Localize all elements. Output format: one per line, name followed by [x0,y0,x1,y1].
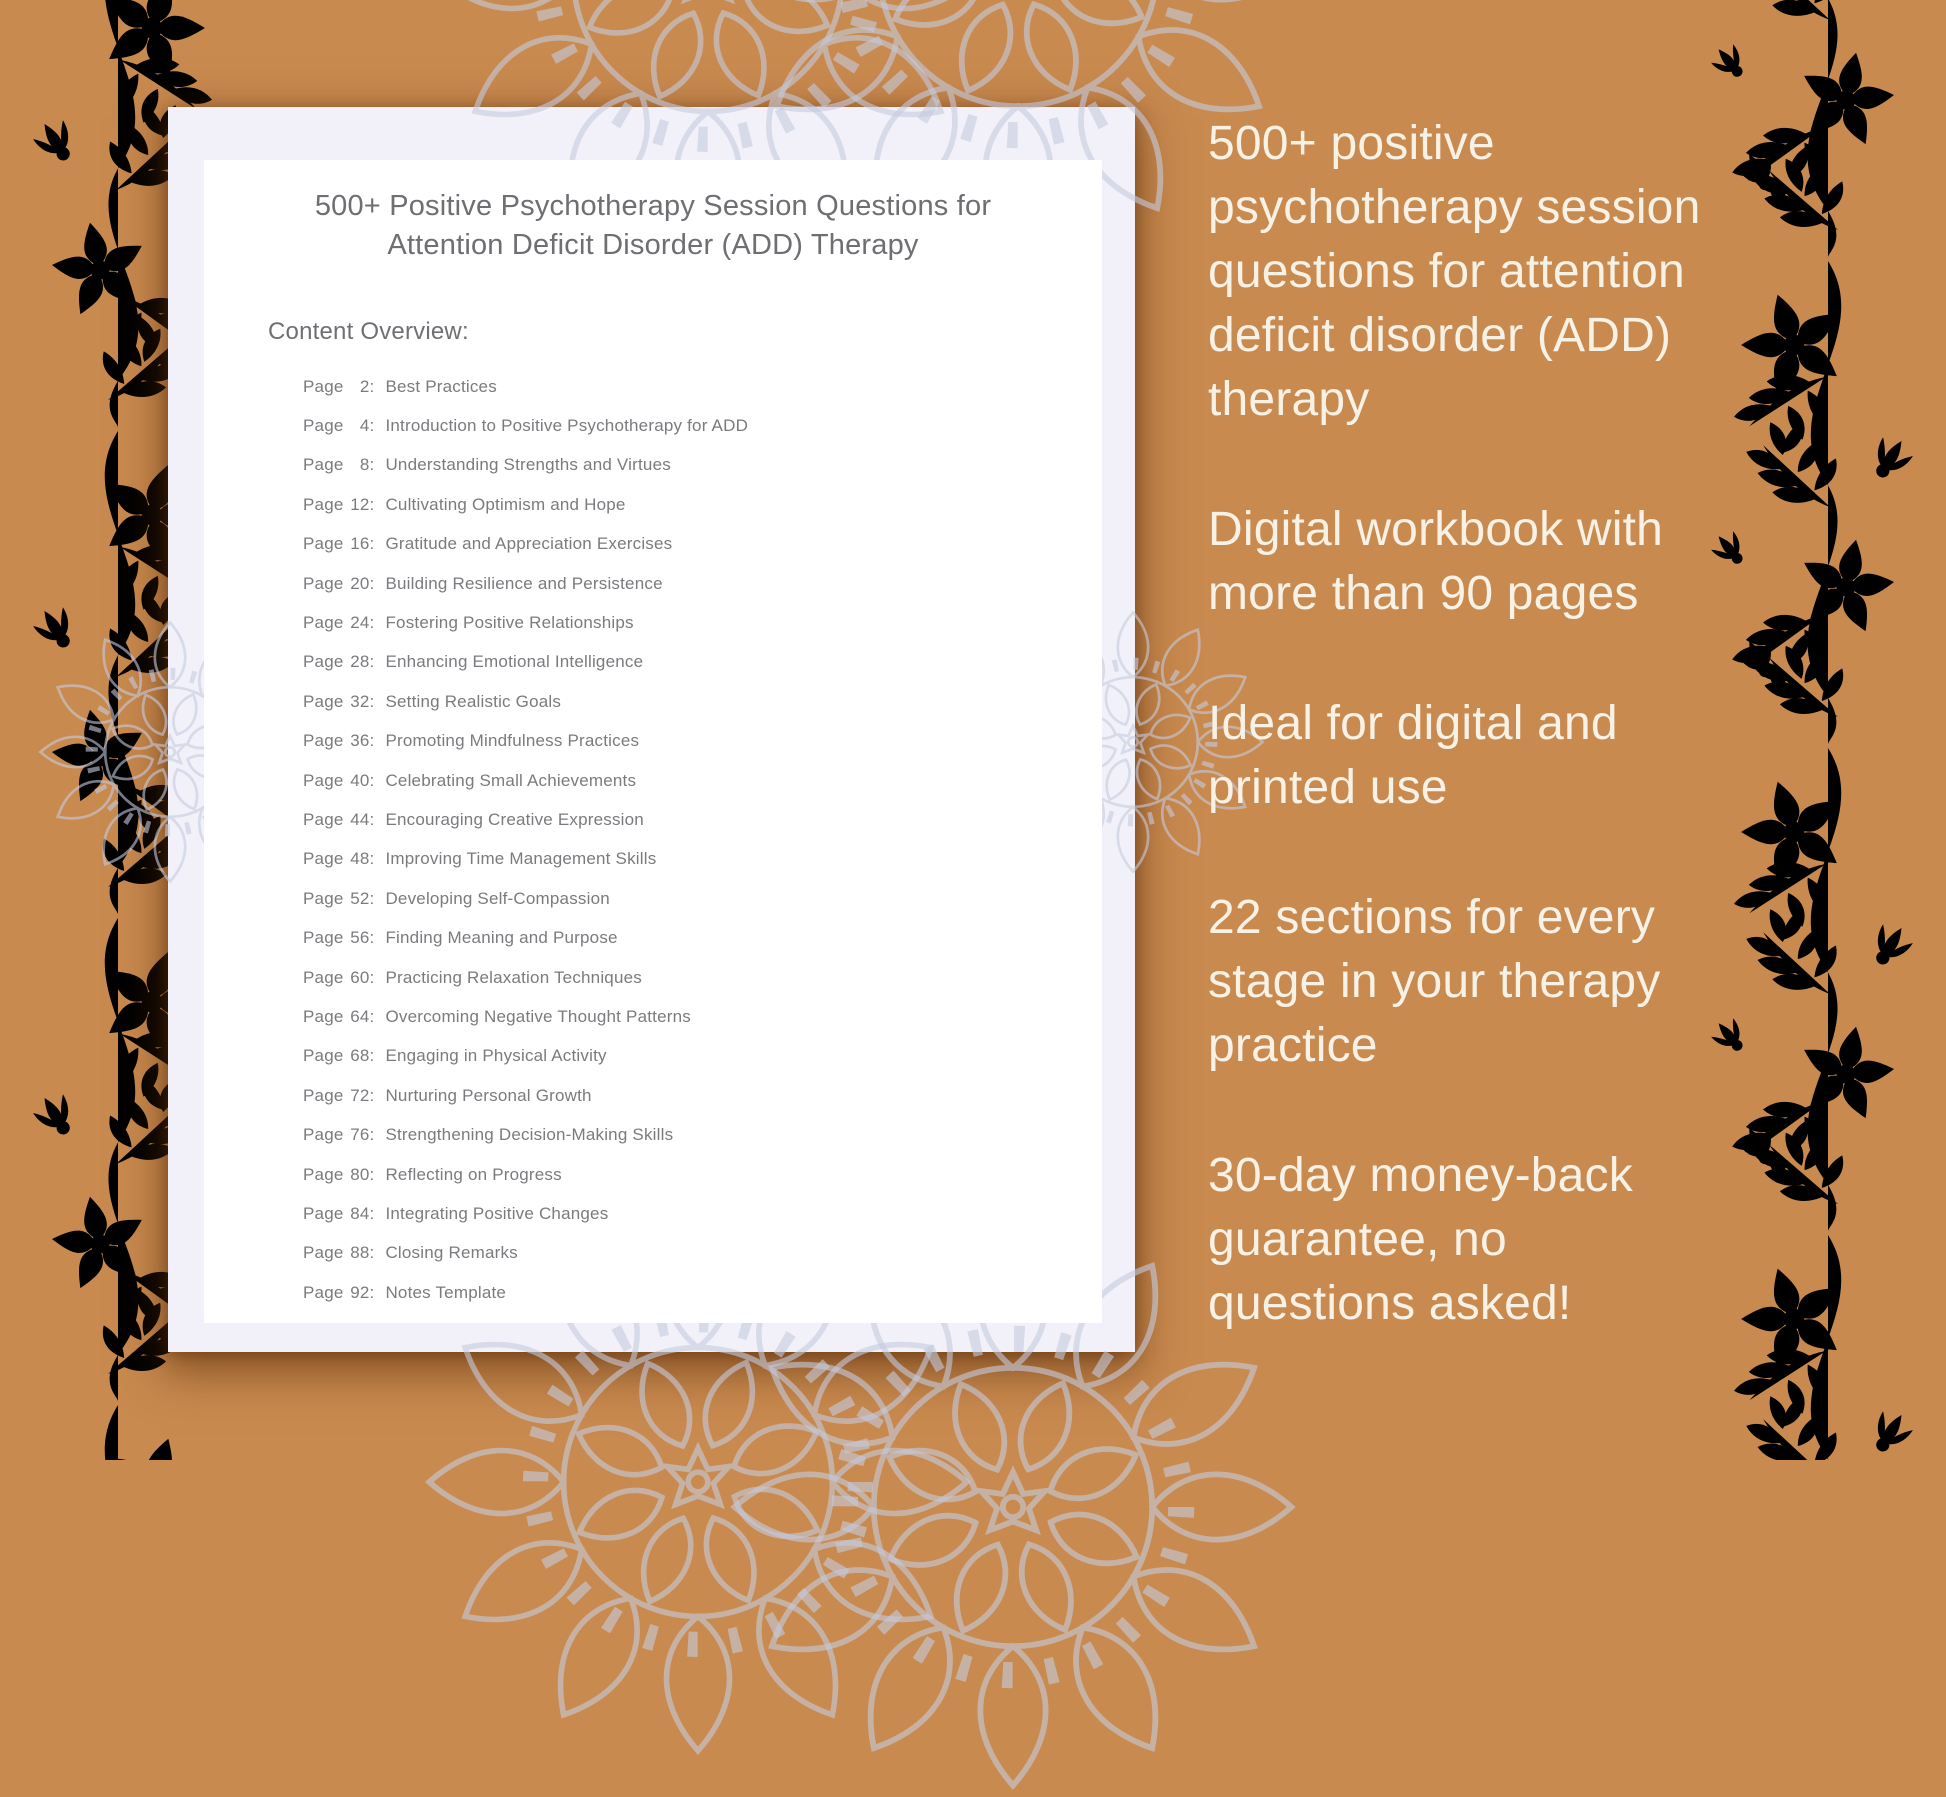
toc-item [303,879,1102,918]
toc-separator: : [369,1164,375,1184]
toc-item-title: Celebrating Small Achievements [385,770,637,790]
toc-page-number: 88 [350,1243,370,1263]
toc-item [303,1194,1102,1233]
toc-separator: : [369,809,375,829]
toc-item-title: Reflecting on Progress [385,1164,562,1184]
marketing-paragraph-guarantee [1208,1144,1808,1336]
toc-page-number: 16 [350,534,370,554]
toc-separator: : [369,1203,375,1223]
toc-item-title: Best Practices [385,376,497,396]
text-line: 22 sections for every [1208,891,1656,944]
marketing-paragraph-title [1208,112,1808,432]
toc-separator: : [369,376,375,396]
toc-item [303,446,1102,485]
toc-page-number: 92 [350,1282,370,1302]
toc-item-title: Improving Time Management Skills [385,849,657,869]
toc-page-number: 2 [359,376,370,396]
text-line: guarantee, no [1208,1213,1507,1266]
toc-item [303,1115,1102,1154]
toc-page-number: 24 [350,613,370,633]
toc-page-word: Page [303,534,344,554]
toc-page-word: Page [303,455,344,475]
toc-page-word: Page [303,1046,344,1066]
toc-page-word: Page [303,376,344,396]
marketing-column [1208,112,1808,1402]
toc-item-title: Developing Self-Compassion [385,888,610,908]
toc-page-number: 4 [359,416,370,436]
toc-item [303,722,1102,761]
toc-item-title: Introduction to Positive Psychotherapy for ADD [385,416,749,436]
toc-separator: : [369,455,375,475]
toc-item-title: Cultivating Optimism and Hope [385,494,626,514]
toc-separator: : [369,928,375,948]
toc-page-number: 72 [350,1085,370,1105]
toc-page-word: Page [303,967,344,987]
toc-item [303,485,1102,524]
toc-page-number: 68 [350,1046,370,1066]
toc-page-word: Page [303,613,344,633]
toc-separator: : [369,691,375,711]
toc-item [303,918,1102,957]
toc-item-title: Promoting Mindfulness Practices [385,731,640,751]
toc-page-word: Page [303,494,344,514]
toc-separator: : [369,573,375,593]
toc-page-number: 40 [350,770,370,790]
toc-item-title: Engaging in Physical Activity [385,1046,607,1066]
toc-item [303,367,1102,406]
toc-separator: : [369,1282,375,1302]
toc-item [303,525,1102,564]
toc-page-word: Page [303,1243,344,1263]
toc-item-title: Encouraging Creative Expression [385,809,644,829]
toc-page-word: Page [303,1282,344,1302]
table-of-contents [303,367,1102,1312]
toc-separator: : [369,494,375,514]
toc-page-word: Page [303,1085,344,1105]
text-line: more than 90 pages [1208,567,1639,620]
text-line: Attention Deficit Disorder (ADD) Therapy [387,229,919,261]
text-line: 500+ positive [1208,117,1495,170]
toc-item [303,1234,1102,1273]
toc-page-word: Page [303,1125,344,1145]
toc-item-title: Practicing Relaxation Techniques [385,967,642,987]
text-line: psychotherapy session [1208,181,1701,234]
toc-item [303,1076,1102,1115]
worksheet-title [263,187,1043,265]
toc-separator: : [369,770,375,790]
toc-page-number: 32 [350,691,370,711]
toc-separator: : [369,652,375,672]
toc-separator: : [369,534,375,554]
toc-item [303,603,1102,642]
toc-item-title: Enhancing Emotional Intelligence [385,652,644,672]
toc-separator: : [369,1006,375,1026]
toc-page-number: 64 [350,1006,370,1026]
toc-page-number: 84 [350,1203,370,1223]
toc-page-number: 20 [350,573,370,593]
toc-item [303,958,1102,997]
toc-item [303,406,1102,445]
toc-page-word: Page [303,1164,344,1184]
worksheet-card [168,107,1135,1352]
toc-separator: : [369,1085,375,1105]
toc-item [303,1037,1102,1076]
toc-page-number: 52 [350,888,370,908]
marketing-paragraph-use [1208,692,1808,820]
toc-separator: : [369,731,375,751]
toc-page-word: Page [303,888,344,908]
toc-page-number: 36 [350,731,370,751]
toc-item-title: Setting Realistic Goals [385,691,562,711]
toc-separator: : [369,967,375,987]
toc-item [303,997,1102,1036]
text-line: printed use [1208,761,1448,814]
toc-item [303,761,1102,800]
toc-page-word: Page [303,691,344,711]
toc-item-title: Finding Meaning and Purpose [385,928,618,948]
toc-page-number: 80 [350,1164,370,1184]
text-line: stage in your therapy [1208,955,1661,1008]
toc-item-title: Closing Remarks [385,1243,518,1263]
toc-item [303,840,1102,879]
toc-separator: : [369,1125,375,1145]
toc-separator: : [369,1046,375,1066]
text-line: questions asked! [1208,1277,1572,1330]
toc-page-word: Page [303,416,344,436]
toc-separator: : [369,888,375,908]
toc-separator: : [369,849,375,869]
toc-page-word: Page [303,770,344,790]
toc-item-title: Gratitude and Appreciation Exercises [385,534,673,554]
toc-page-number: 76 [350,1125,370,1145]
toc-page-word: Page [303,928,344,948]
toc-page-word: Page [303,1203,344,1223]
text-line: 30-day money-back [1208,1149,1633,1202]
toc-page-word: Page [303,652,344,672]
toc-item-title: Nurturing Personal Growth [385,1085,592,1105]
toc-item-title: Fostering Positive Relationships [385,613,634,633]
text-line: questions for attention [1208,245,1685,298]
toc-item-title: Building Resilience and Persistence [385,573,663,593]
toc-page-number: 60 [350,967,370,987]
toc-item [303,1273,1102,1312]
toc-page-number: 44 [350,809,370,829]
text-line: therapy [1208,373,1370,426]
toc-separator: : [369,613,375,633]
toc-page-word: Page [303,731,344,751]
toc-page-word: Page [303,809,344,829]
toc-item [303,682,1102,721]
marketing-paragraph-sections [1208,886,1808,1078]
toc-item [303,564,1102,603]
text-line: practice [1208,1019,1378,1072]
toc-page-number: 8 [359,455,370,475]
toc-item-title: Notes Template [385,1282,507,1302]
toc-page-word: Page [303,1006,344,1026]
toc-item-title: Understanding Strengths and Virtues [385,455,671,475]
text-line: 500+ Positive Psychotherapy Session Questions for [314,190,992,222]
toc-page-number: 48 [350,849,370,869]
toc-item-title: Strengthening Decision-Making Skills [385,1125,674,1145]
toc-item [303,800,1102,839]
content-overview-label: Content Overview: [268,318,469,345]
marketing-paragraph-pages [1208,498,1808,626]
toc-separator: : [369,1243,375,1263]
toc-page-word: Page [303,849,344,869]
text-line: deficit disorder (ADD) [1208,309,1672,362]
toc-item-title: Overcoming Negative Thought Patterns [385,1006,691,1026]
text-line: Digital workbook with [1208,503,1664,556]
toc-page-word: Page [303,573,344,593]
toc-page-number: 28 [350,652,370,672]
worksheet-page [204,160,1102,1323]
toc-item-title: Integrating Positive Changes [385,1203,609,1223]
toc-page-number: 12 [350,494,370,514]
toc-page-number: 56 [350,928,370,948]
toc-item [303,643,1102,682]
toc-separator: : [369,416,375,436]
text-line: Ideal for digital and [1208,697,1618,750]
toc-item [303,1155,1102,1194]
